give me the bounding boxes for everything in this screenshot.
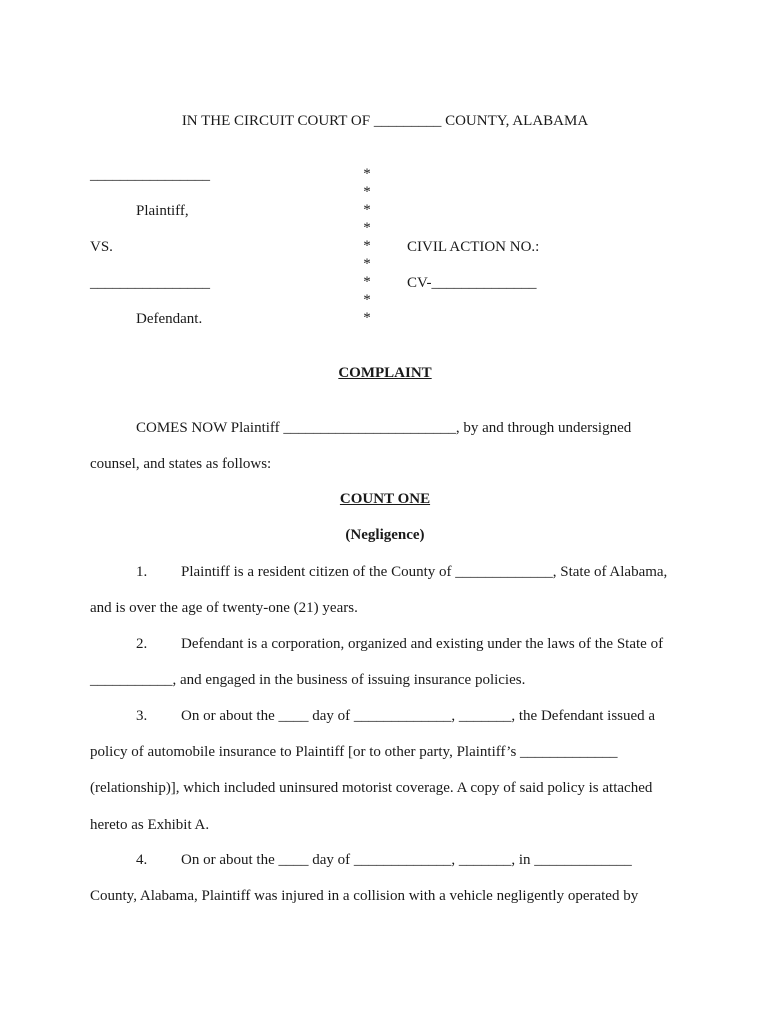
- paragraph-number: 1.: [136, 564, 148, 580]
- caption-separator-star: *: [363, 274, 371, 290]
- caption-separator-star: *: [363, 184, 371, 200]
- count-subtitle: (Negligence): [345, 527, 425, 543]
- complaint-title: COMPLAINT: [338, 365, 432, 381]
- plaintiff-name-blank: ________________: [90, 167, 210, 183]
- caption-separator-star: *: [363, 256, 371, 272]
- caption-separator-star: *: [363, 166, 371, 182]
- paragraph-text: On or about the ____ day of _____________, _______, the Defendant issued a: [181, 708, 656, 724]
- court-title: IN THE CIRCUIT COURT OF _________ COUNTY, ALABAMA: [181, 113, 589, 129]
- caption-separator-star: *: [363, 310, 371, 326]
- paragraph-text: ___________, and engaged in the business of issuing insurance policies.: [90, 672, 526, 688]
- caption-separator-star: *: [363, 220, 371, 236]
- intro-line: COMES NOW Plaintiff _______________________, by and through undersigned: [136, 420, 632, 436]
- paragraph-number: 2.: [136, 636, 148, 652]
- paragraph-text: and is over the age of twenty-one (21) years.: [90, 600, 358, 616]
- paragraph-number: 4.: [136, 852, 148, 868]
- paragraph-number: 3.: [136, 708, 148, 724]
- civil-action-label: CIVIL ACTION NO.:: [407, 239, 540, 255]
- paragraph-text: policy of automobile insurance to Plaintiff [or to other party, Plaintiff’s _____________: [90, 744, 618, 760]
- paragraph-text: hereto as Exhibit A.: [90, 817, 210, 833]
- count-title: COUNT ONE: [339, 491, 431, 507]
- caption-separator-star: *: [363, 238, 371, 254]
- paragraph-text: Defendant is a corporation, organized and existing under the laws of the State of: [181, 636, 664, 652]
- defendant-label: Defendant.: [136, 311, 203, 327]
- paragraph-text: Plaintiff is a resident citizen of the County of _____________, State of Alabama,: [181, 564, 668, 580]
- plaintiff-label: Plaintiff,: [136, 203, 189, 219]
- intro-line: counsel, and states as follows:: [90, 456, 272, 472]
- paragraph-text: (relationship)], which included uninsured motorist coverage. A copy of said policy is attached: [90, 780, 653, 796]
- caption-separator-star: *: [363, 292, 371, 308]
- paragraph-text: County, Alabama, Plaintiff was injured in a collision with a vehicle negligently operated by: [90, 888, 639, 904]
- caption-separator-star: *: [363, 202, 371, 218]
- defendant-name-blank: ________________: [90, 275, 210, 291]
- case-number: CV-______________: [407, 275, 537, 291]
- versus-label: VS.: [90, 239, 113, 255]
- paragraph-text: On or about the ____ day of _____________, _______, in _____________: [181, 852, 632, 868]
